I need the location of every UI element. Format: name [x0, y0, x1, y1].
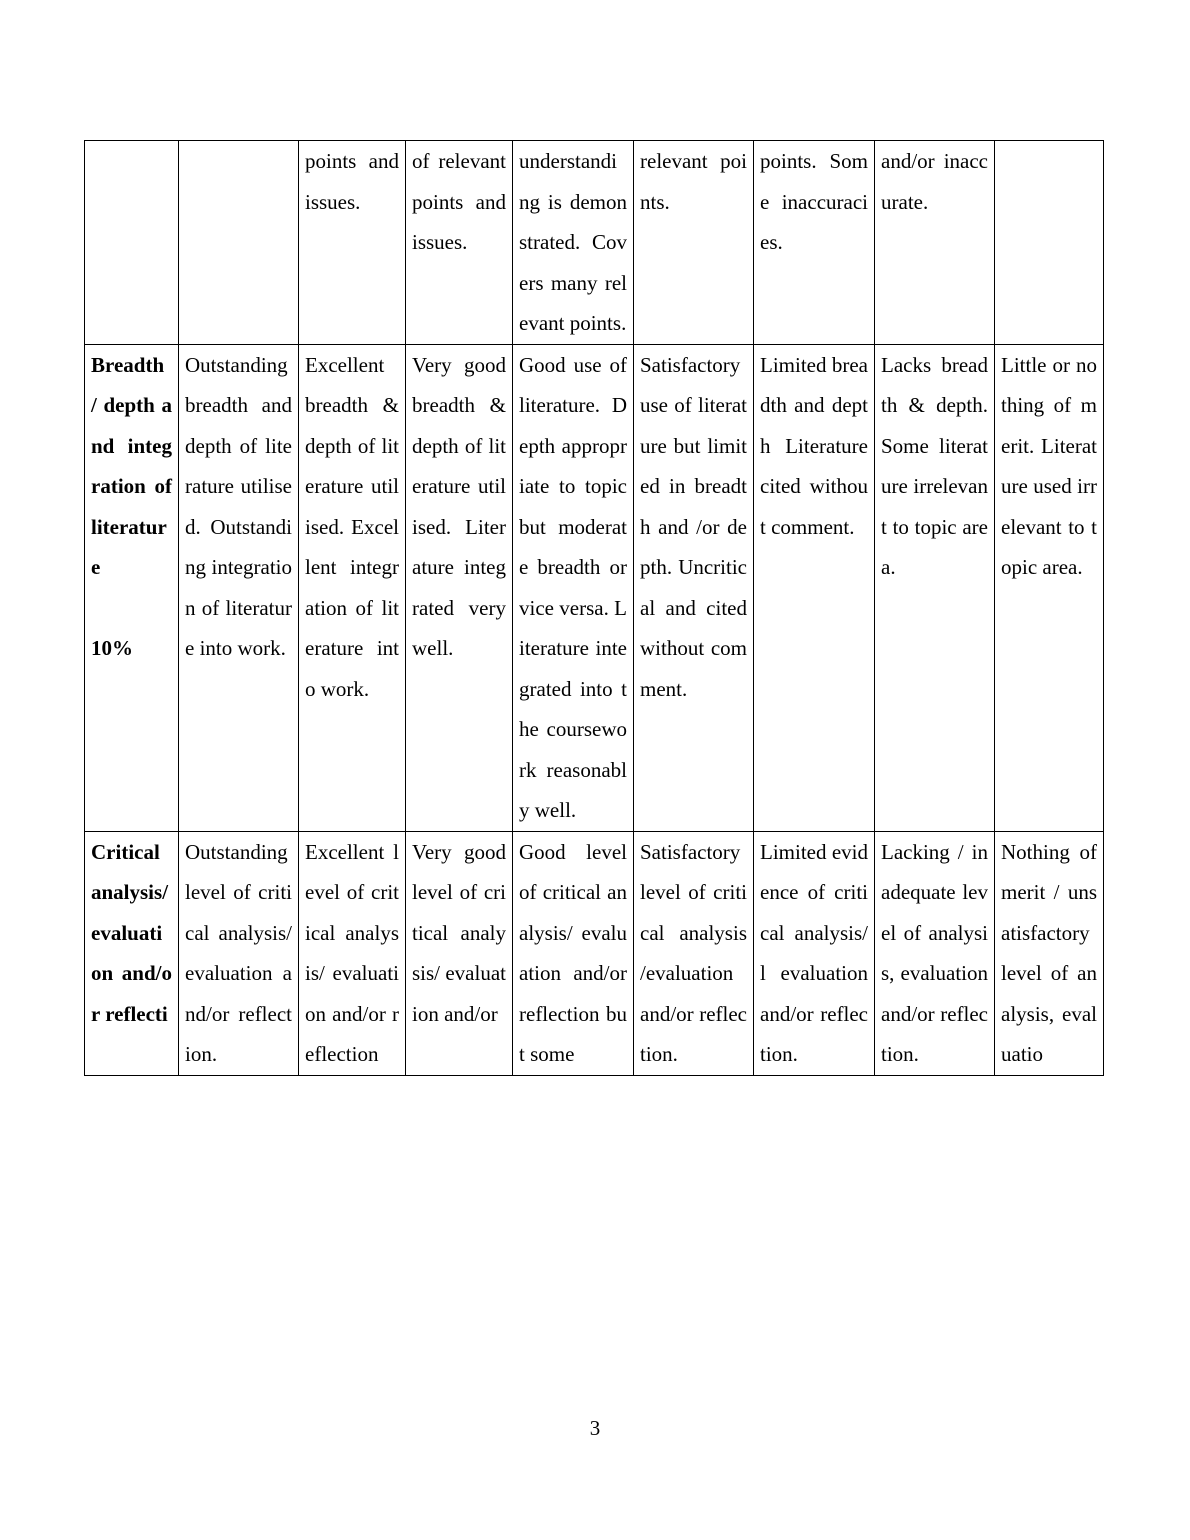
grade-cell: Excellent breadth & depth of literature utilised. Excellent integration of literature into work.	[299, 344, 406, 831]
table-row	[85, 344, 1104, 831]
grade-cell: Good use of literature. Depth appropriate to topic but moderate breadth or vice versa. Literature integrated into the coursework reasonably well.	[513, 344, 634, 831]
spacer	[91, 588, 172, 629]
grade-cell: Satisfactory use of literature but limited in breadth and /or depth. Uncritical and cited without comment.	[634, 344, 754, 831]
rubric-table	[84, 140, 1104, 1076]
criterion-cell	[85, 141, 179, 345]
grade-cell: Outstanding breadth and depth of literature utilised. Outstanding integration of literature into work.	[179, 344, 299, 831]
grade-cell: of relevant points and issues.	[406, 141, 513, 345]
grade-cell	[179, 141, 299, 345]
criterion-title: Critical analysis/ evaluation and/or reflecti	[91, 839, 172, 1026]
grade-cell: Little or nothing of merit. Literature used irrelevant to topic area.	[995, 344, 1104, 831]
grade-cell: points and issues.	[299, 141, 406, 345]
grade-cell: Very good level of critical analysis/ evaluation and/or	[406, 831, 513, 1075]
grade-cell: Lacking / inadequate level of analysis, evaluation and/or reflection.	[875, 831, 995, 1075]
grade-cell	[995, 141, 1104, 345]
criterion-cell	[85, 344, 179, 831]
criterion-weight: 10%	[91, 636, 133, 660]
grade-cell: Limited breadth and depth Literature cited without comment.	[754, 344, 875, 831]
table-row	[85, 141, 1104, 345]
grade-cell: understanding is demonstrated. Covers many relevant points.	[513, 141, 634, 345]
page-number: 3	[589, 1416, 601, 1440]
grade-cell: relevant points.	[634, 141, 754, 345]
criterion-cell	[85, 831, 179, 1075]
grade-cell: Nothing of merit / unsatisfactory level of analysis, evaluatio	[995, 831, 1104, 1075]
grade-cell: Outstanding level of critical analysis/ evaluation and/or reflection.	[179, 831, 299, 1075]
grade-cell: Limited evidence of critical analysis/l evaluation and/or reflection.	[754, 831, 875, 1075]
grade-cell: and/or inaccurate.	[875, 141, 995, 345]
grade-cell: points. Some inaccuracies.	[754, 141, 875, 345]
grade-cell: Excellent level of critical analysis/ evaluation and/or reflection	[299, 831, 406, 1075]
table-row	[85, 831, 1104, 1075]
grade-cell: Lacks breadth & depth. Some literature irrelevant to topic area.	[875, 344, 995, 831]
grade-cell: Good level of critical analysis/ evaluation and/or reflection but some	[513, 831, 634, 1075]
criterion-title: Breadth / depth and integration of literature	[91, 352, 172, 579]
grade-cell: Very good breadth & depth of literature utilised. Literature integrated very well.	[406, 344, 513, 831]
grade-cell: Satisfactory level of critical analysis /evaluation and/or reflection.	[634, 831, 754, 1075]
